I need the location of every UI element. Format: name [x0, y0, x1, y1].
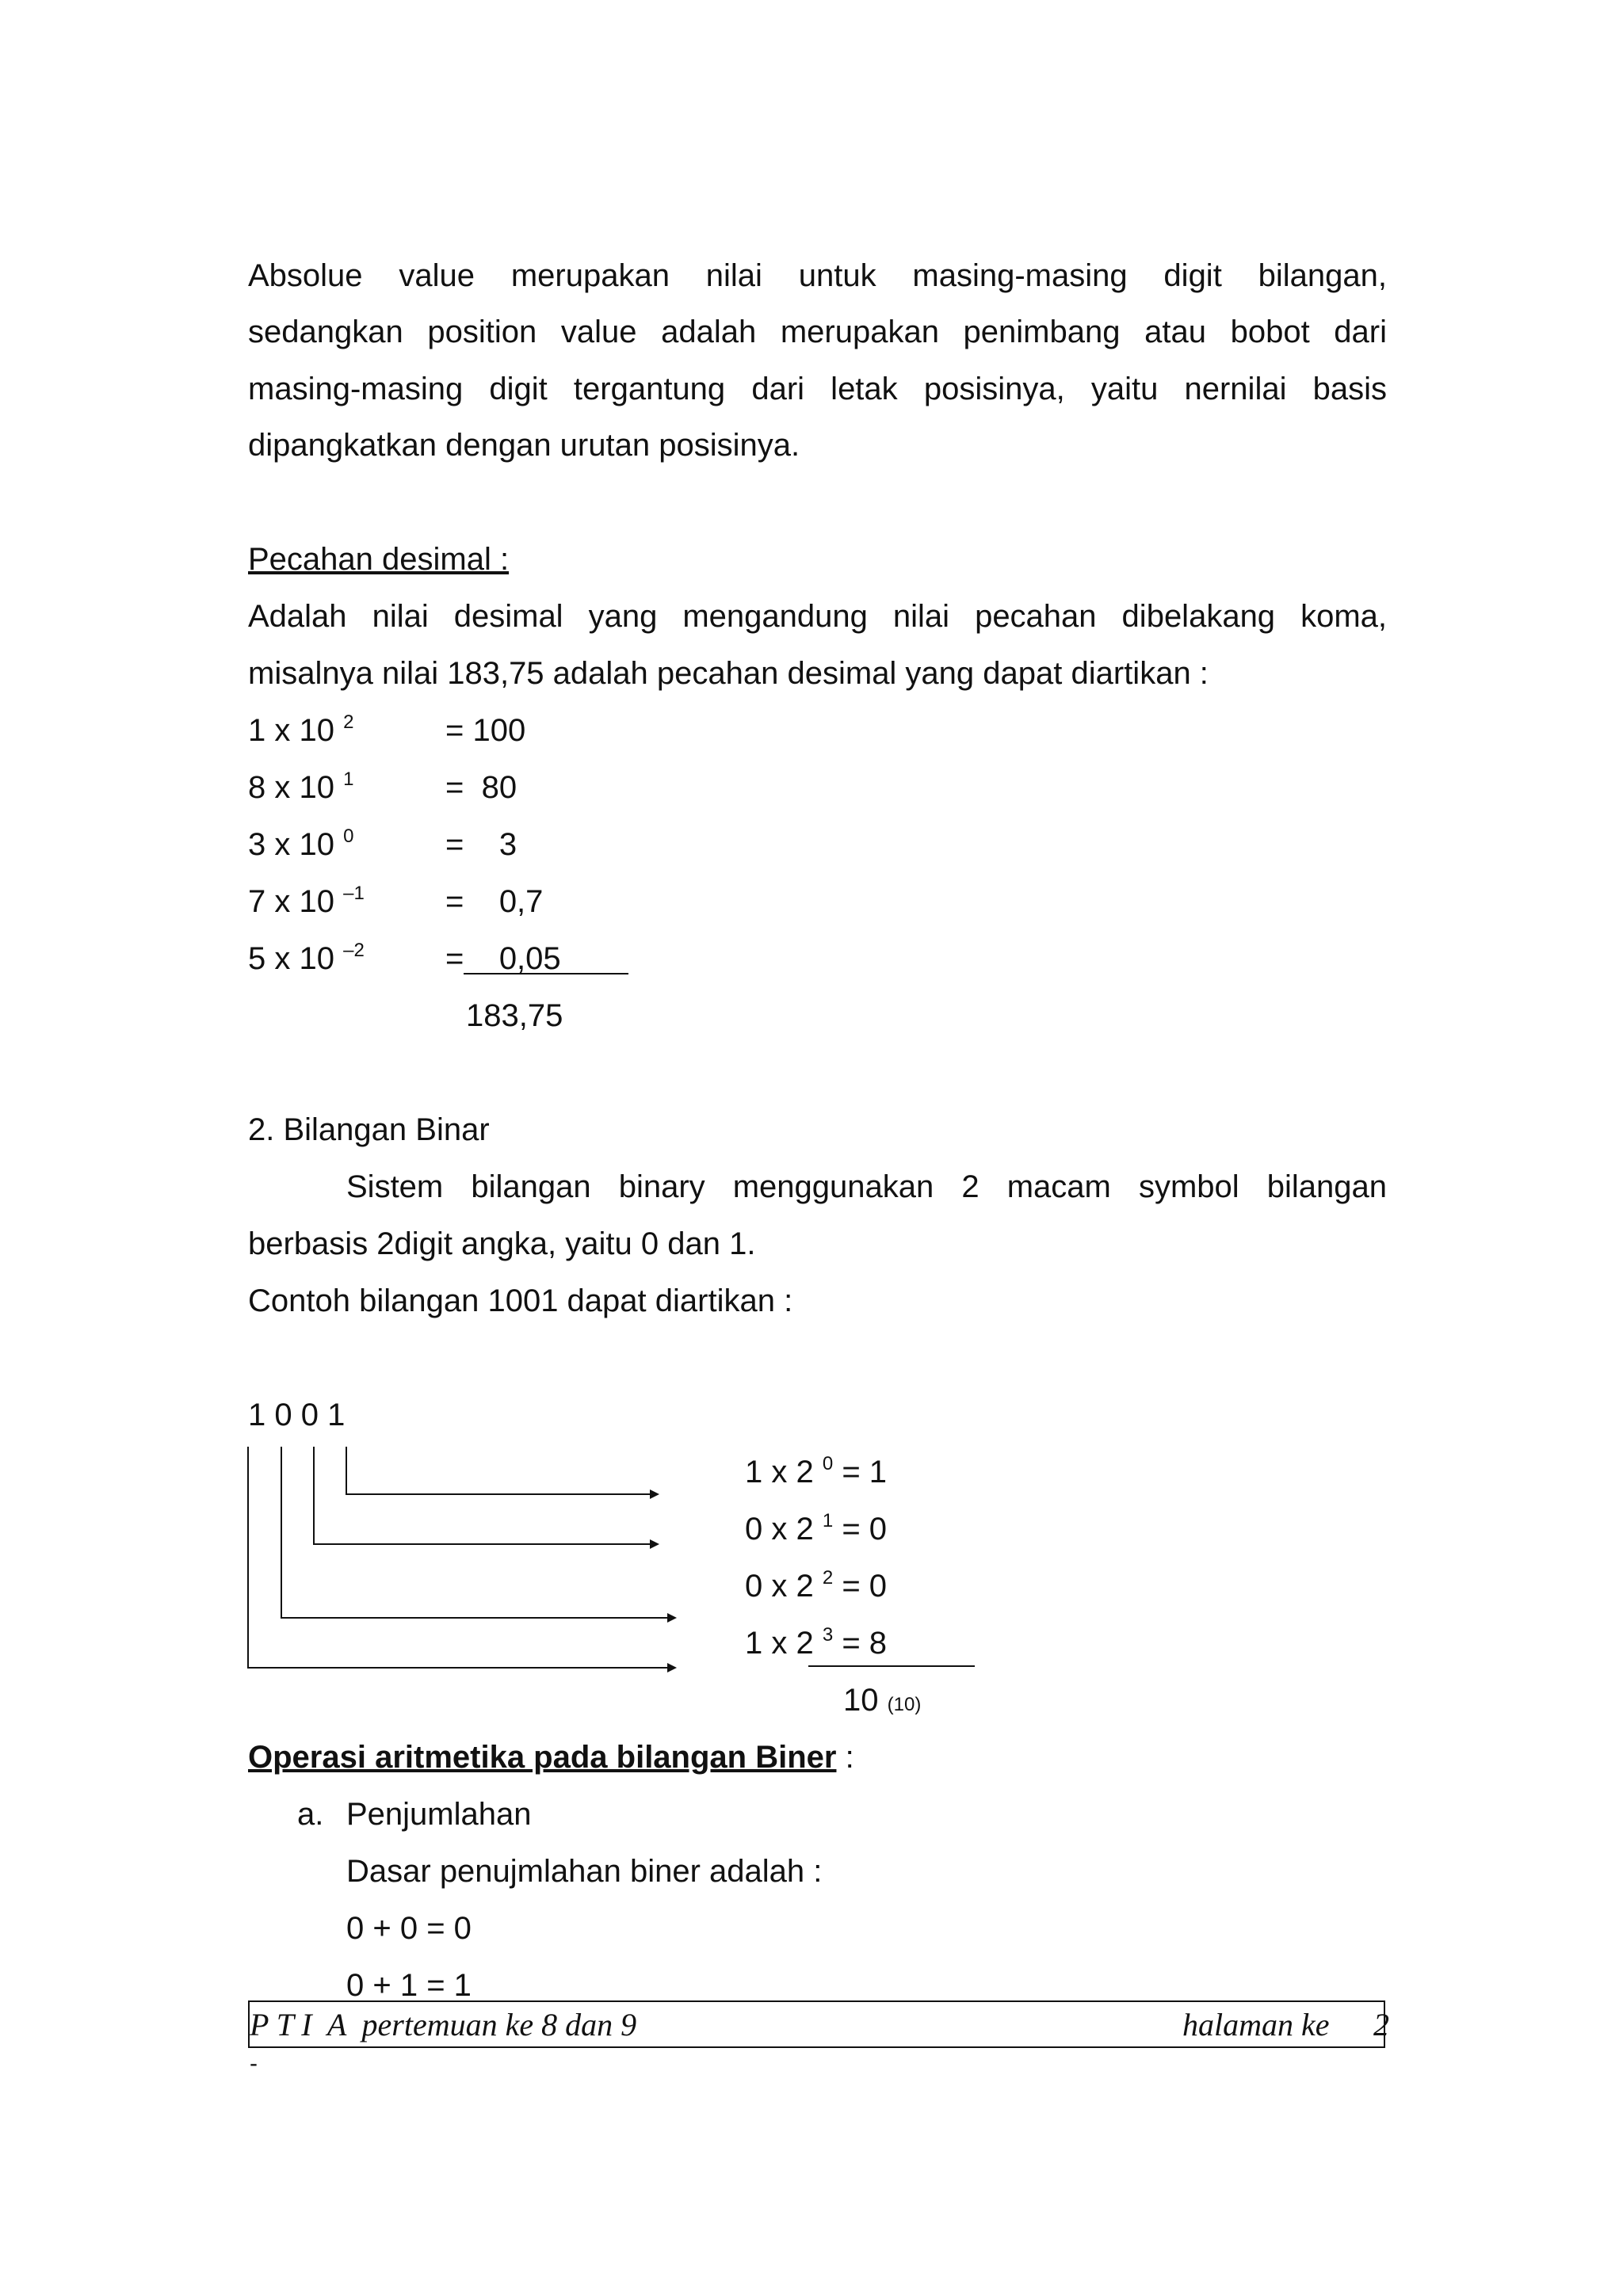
operasi-rule-2: 0 + 1 = 1 — [346, 1968, 472, 2003]
pecahan-row-2-result: = 80 — [445, 770, 517, 805]
pecahan-row-3-result: = 3 — [445, 827, 517, 862]
pecahan-row-1-result: = 100 — [445, 713, 526, 748]
arrow-digit-2 — [281, 1447, 675, 1618]
pecahan-heading: Pecahan desimal : — [248, 542, 510, 577]
pecahan-row-3-term: 3 x 10 $^0$ — [248, 826, 354, 862]
binar-total: 10 (10) — [843, 1683, 922, 1718]
binar-row-1: 1 x 2 $^0$ = 1 — [745, 1453, 888, 1489]
footer-right: halaman ke — [1182, 2007, 1330, 2042]
binar-row-3: 0 x 2 $^2$ = 0 — [745, 1567, 888, 1604]
pecahan-row-4-term: 7 x 10 $^{-1}$ — [248, 883, 365, 919]
footer-dash: - — [250, 2050, 258, 2077]
pecahan-row-4-result: = 0,7 — [445, 884, 544, 919]
intro-line-4: dipangkatkan dengan urutan posisinya. — [248, 428, 800, 463]
footer-left: P T I A pertemuan ke 8 dan 9 — [250, 2007, 637, 2042]
arrow-digit-1 — [248, 1447, 675, 1668]
binar-row-2: 0 x 2 $^1$ = 0 — [745, 1510, 888, 1547]
binar-line-3: Contoh bilangan 1001 dapat diartikan : — [248, 1283, 793, 1318]
pecahan-row-5-result: = 0,05 — [445, 941, 561, 976]
pecahan-row-5-term: 5 x 10 $^{-2}$ — [248, 940, 365, 976]
pecahan-line-2: misalnya nilai 183,75 adalah pecahan desimal yang dapat diartikan : — [248, 656, 1209, 691]
footer-page-number: 2 — [1373, 2007, 1389, 2042]
operasi-heading: Operasi aritmetika pada bilangan Biner : — [248, 1740, 854, 1775]
operasi-item-marker: a. — [297, 1797, 324, 1832]
intro-line-1: Absolue value merupakan nilai untuk masing-masing digit bilangan, — [248, 258, 1387, 293]
intro-line-3: masing-masing digit tergantung dari letak posisinya, yaitu nernilai basis — [248, 372, 1387, 406]
operasi-rule-1: 0 + 0 = 0 — [346, 1911, 472, 1946]
pecahan-row-1-term: 1 x 10 $^2$ — [248, 711, 354, 748]
binar-heading: 2. Bilangan Binar — [248, 1112, 490, 1147]
intro-line-2: sedangkan position value adalah merupakan penimbang atau bobot dari — [248, 315, 1387, 349]
pecahan-total: 183,75 — [466, 998, 563, 1033]
arrow-digit-3 — [314, 1447, 658, 1544]
binar-line-2: berbasis 2digit angka, yaitu 0 dan 1. — [248, 1226, 756, 1261]
binar-row-4: 1 x 2 $^3$ = 8 — [745, 1624, 888, 1661]
binar-line-1: Sistem bilangan binary menggunakan 2 macam symbol bilangan — [346, 1169, 1387, 1204]
pecahan-row-2-term: 8 x 10 $^1$ — [248, 769, 354, 805]
pecahan-line-1: Adalah nilai desimal yang mengandung nilai pecahan dibelakang koma, — [248, 599, 1387, 634]
binary-number: 1 0 0 1 — [248, 1398, 346, 1432]
operasi-item-label: Penjumlahan — [346, 1797, 532, 1832]
arrow-digit-4 — [346, 1447, 658, 1494]
operasi-intro: Dasar penujmlahan biner adalah : — [346, 1854, 823, 1889]
